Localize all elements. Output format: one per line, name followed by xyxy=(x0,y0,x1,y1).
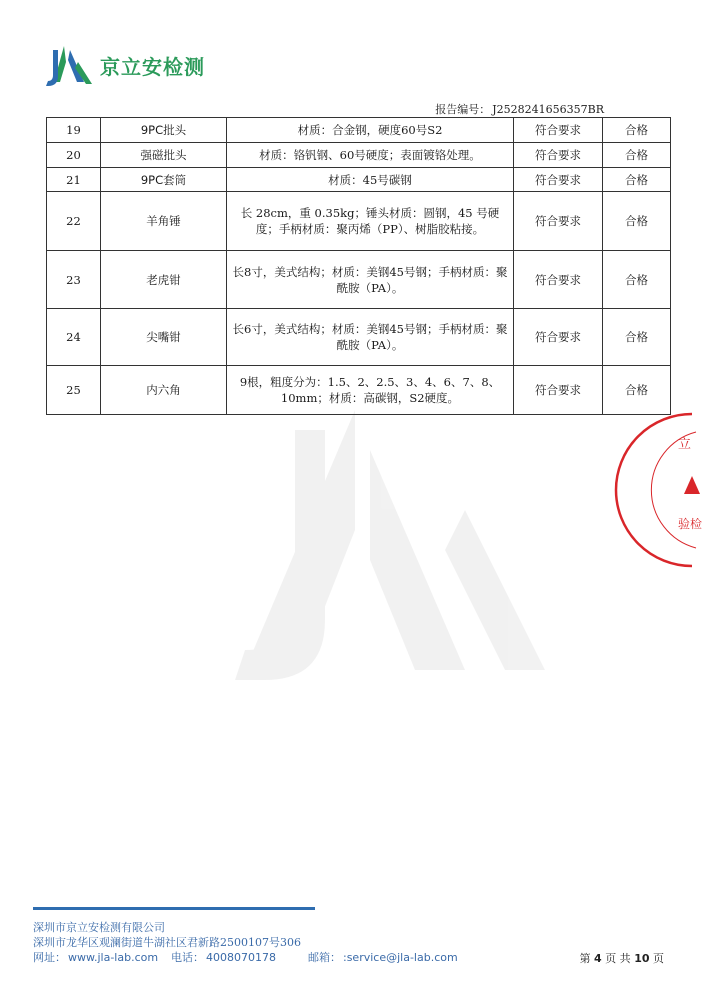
item-requirement: 符合要求 xyxy=(514,366,603,415)
table-row xyxy=(47,118,671,143)
item-result: 合格 xyxy=(603,251,671,309)
item-requirement: 符合要求 xyxy=(514,251,603,309)
table-row xyxy=(47,366,671,415)
item-result: 合格 xyxy=(603,192,671,251)
table-row xyxy=(47,251,671,309)
inspection-table xyxy=(46,117,671,415)
row-number: 21 xyxy=(47,168,101,192)
table-row xyxy=(47,168,671,192)
footer-divider xyxy=(33,907,315,910)
footer-address: 深圳市龙华区观澜街道牛湖社区君新路2500107号306 xyxy=(33,936,301,949)
item-requirement: 符合要求 xyxy=(514,168,603,192)
item-name: 羊角锤 xyxy=(101,192,227,251)
footer-contact-row xyxy=(33,950,458,965)
red-seal xyxy=(662,410,702,570)
page-total: 10 xyxy=(634,952,650,965)
table-row xyxy=(47,143,671,168)
page-suffix: 页 xyxy=(653,952,664,965)
footer-info xyxy=(33,920,458,965)
page-number xyxy=(580,950,664,966)
email-link[interactable]: :service@jla-lab.com xyxy=(343,951,458,964)
item-name: 9PC批头 xyxy=(101,118,227,143)
item-result: 合格 xyxy=(603,168,671,192)
item-result: 合格 xyxy=(603,118,671,143)
item-description: 材质：铬钒钢、60号硬度；表面镀铬处理。 xyxy=(227,143,514,168)
item-result: 合格 xyxy=(603,309,671,366)
item-requirement: 符合要求 xyxy=(514,143,603,168)
row-number: 25 xyxy=(47,366,101,415)
brand-logo xyxy=(44,42,205,88)
item-requirement: 符合要求 xyxy=(514,118,603,143)
item-name: 尖嘴钳 xyxy=(101,309,227,366)
report-number xyxy=(435,101,604,117)
item-description: 9根，粗度分为：1.5、2、2.5、3、4、6、7、8、10mm；材质：高碳钢，S2硬度。 xyxy=(227,366,514,415)
brand-name: 京立安检测 xyxy=(100,54,205,79)
item-name: 强磁批头 xyxy=(101,143,227,168)
seal-text-bottom: 验检 xyxy=(678,517,702,531)
web-label: 网址： xyxy=(33,951,66,964)
footer-company: 深圳市京立安检测有限公司 xyxy=(33,921,165,934)
seal-text-top: 立 xyxy=(678,437,692,452)
phone-label: 电话： xyxy=(171,951,204,964)
row-number: 22 xyxy=(47,192,101,251)
watermark-logo xyxy=(205,390,565,690)
row-number: 24 xyxy=(47,309,101,366)
item-requirement: 符合要求 xyxy=(514,309,603,366)
table-row xyxy=(47,309,671,366)
item-description: 材质：45号碳钢 xyxy=(227,168,514,192)
phone-number: 4008070178 xyxy=(206,951,276,964)
item-description: 长 28cm，重 0.35kg；锤头材质：圆钢，45 号硬度；手柄材质：聚丙烯（PP）、树脂胶粘接。 xyxy=(227,192,514,251)
page-current: 4 xyxy=(594,952,602,965)
row-number: 23 xyxy=(47,251,101,309)
page-prefix: 第 xyxy=(579,952,591,965)
jla-logo-icon xyxy=(44,42,96,88)
web-link[interactable]: www.jla-lab.com xyxy=(68,951,159,964)
row-number: 19 xyxy=(47,118,101,143)
email-label: 邮箱： xyxy=(308,951,341,964)
item-description: 长8寸，美式结构；材质：美钢45号钢；手柄材质：聚酰胺（PA）。 xyxy=(227,251,514,309)
table-row xyxy=(47,192,671,251)
report-number-label: 报告编号： xyxy=(435,103,491,116)
item-result: 合格 xyxy=(603,143,671,168)
item-description: 材质：合金钢，硬度60号S2 xyxy=(227,118,514,143)
item-name: 9PC套筒 xyxy=(101,168,227,192)
item-requirement: 符合要求 xyxy=(514,192,603,251)
report-number-value: J2528241656357BR xyxy=(492,103,604,116)
item-name: 内六角 xyxy=(101,366,227,415)
row-number: 20 xyxy=(47,143,101,168)
item-description: 长6寸，美式结构；材质：美钢45号钢；手柄材质：聚酰胺（PA）。 xyxy=(227,309,514,366)
item-name: 老虎钳 xyxy=(101,251,227,309)
item-result: 合格 xyxy=(603,366,671,415)
page-middle: 页 共 xyxy=(605,952,631,965)
